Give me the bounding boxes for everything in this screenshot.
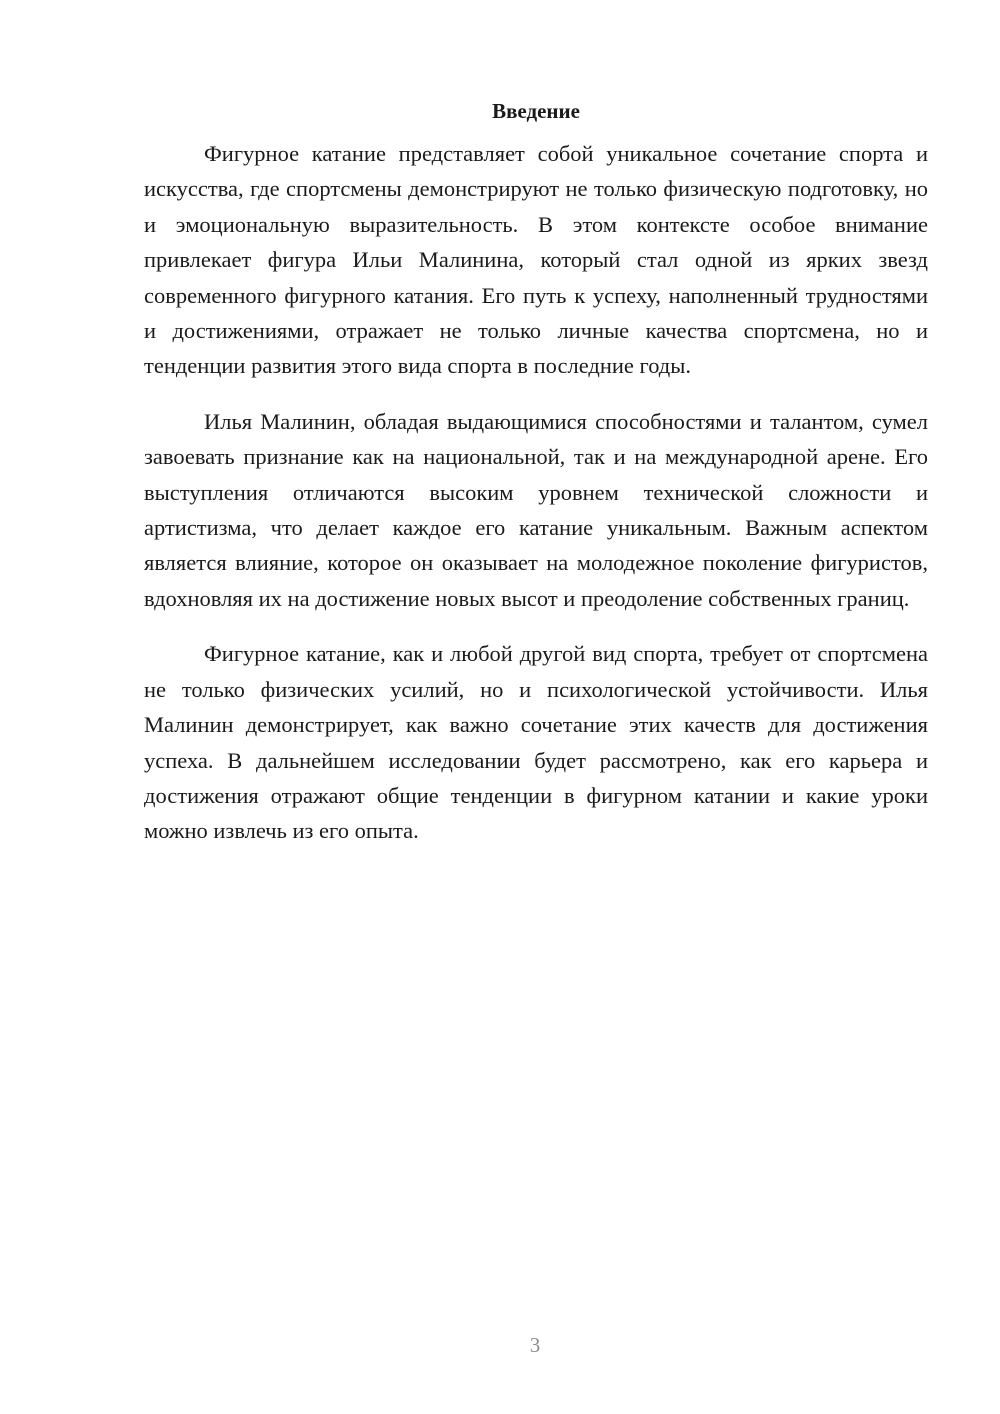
page-number: 3	[529, 1333, 541, 1357]
paragraph-2: Илья Малинин, обладая выдающимися способностями и талантом, сумел завоевать признание как на национальной, так и на международной арене. Его выступления отличаются высоким уровнем технической сложности и артистизма, что делает каждое его катание уникальным. Важным аспектом является влияние, которое он оказывает на молодежное поколение фигуристов, вдохновляя их на достижение новых высот и преодоление собственных границ.	[144, 408, 928, 611]
section-heading: Введение	[492, 99, 580, 123]
page-content	[144, 96, 928, 869]
paragraph-3: Фигурное катание, как и любой другой вид спорта, требует от спортсмена не только физических усилий, но и психологической устойчивости. Илья Малинин демонстрирует, как важно сочетание этих качеств для достижения успеха. В дальнейшем исследовании будет рассмотрено, как его карьера и достижения отражают общие тенденции в фигурном катании и какие уроки можно извлечь из его опыта.	[144, 641, 928, 844]
paragraph-1: Фигурное катание представляет собой уникальное сочетание спорта и искусства, где спортсмены демонстрируют не только физическую подготовку, но и эмоциональную выразительность. В этом контексте особое внимание привлекает фигура Ильи Малинина, который стал одной из ярких звезд современного фигурного катания. Его путь к успеху, наполненный трудностями и достижениями, отражает не только личные качества спортсмена, но и тенденции развития этого вида спорта в последние годы.	[144, 141, 928, 379]
